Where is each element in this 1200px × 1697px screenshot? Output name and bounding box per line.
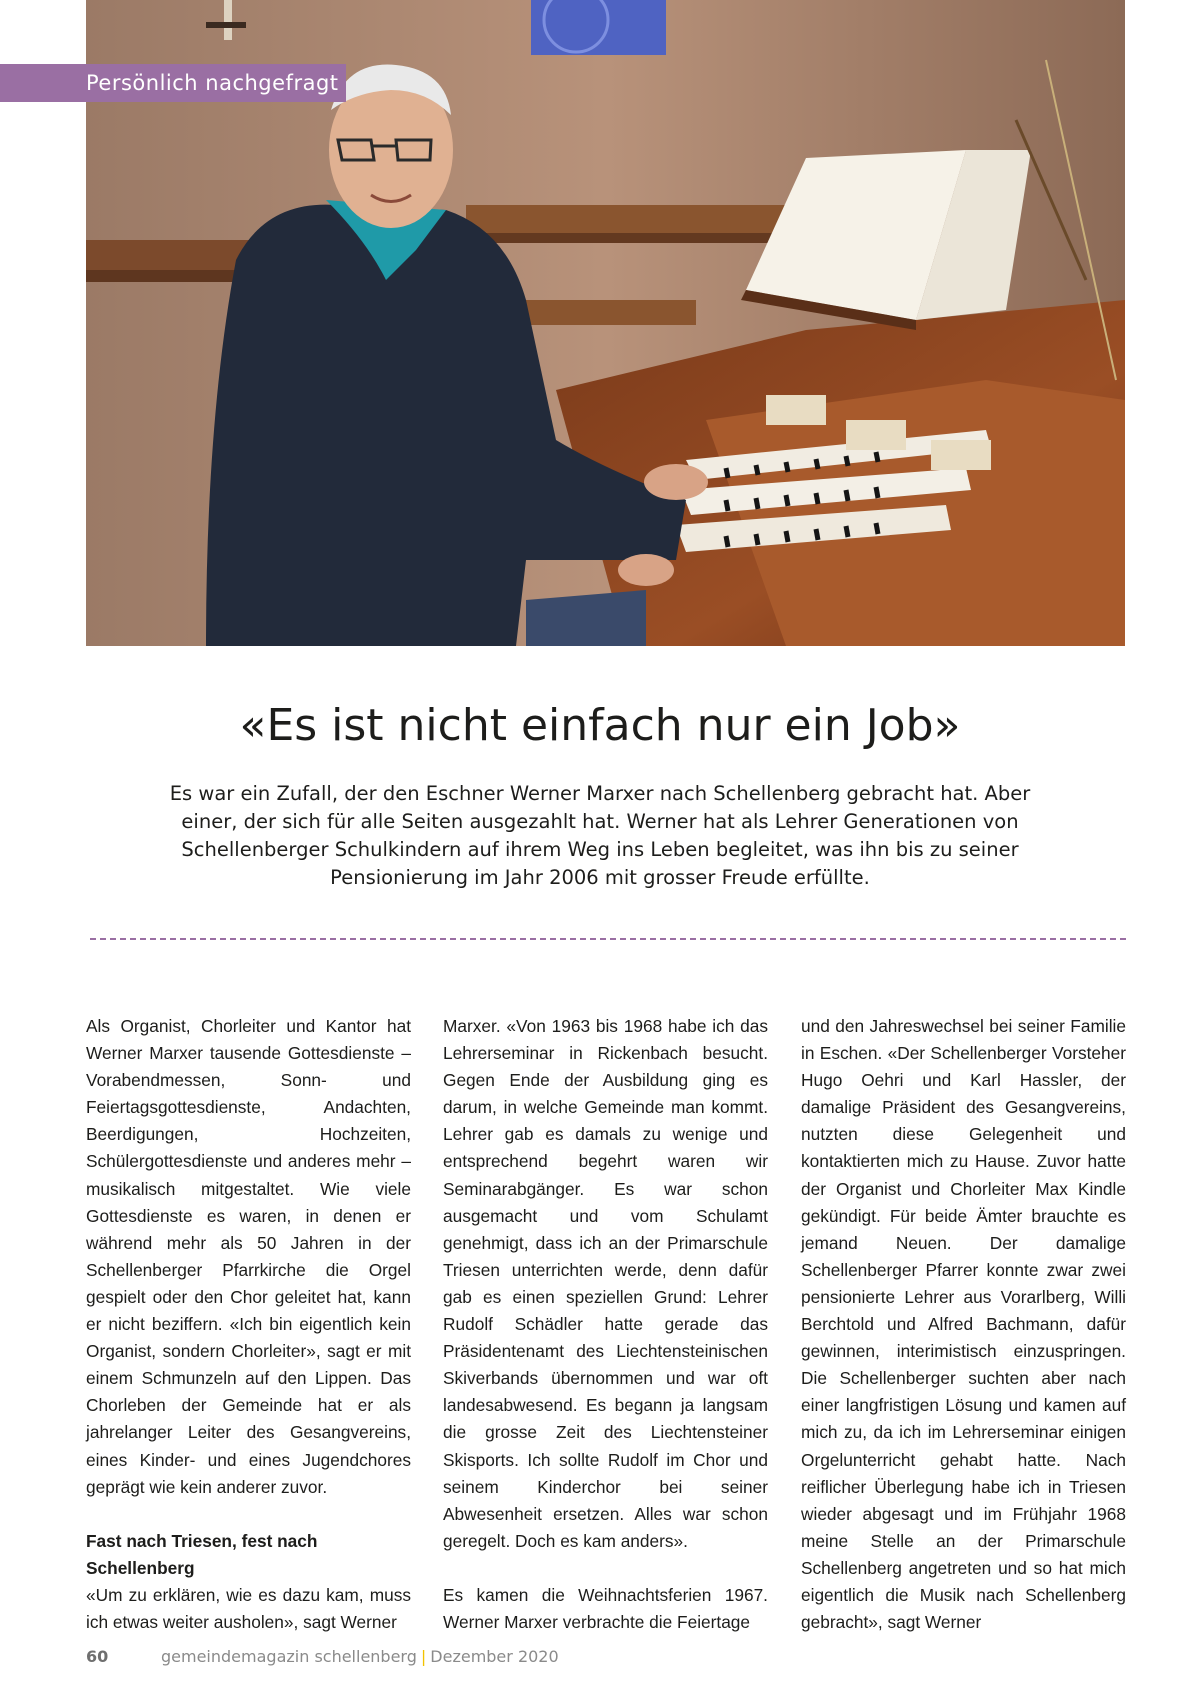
paragraph: und den Jahreswechsel bei seiner Familie in Eschen. «Der Schellenberger Vorsteher Hugo Oehri und Karl Hassler, der damalige Präsident des Gesangvereins, nutzten diese Gelegenheit und kontaktierten mich zu Hause. Zuvor hatte der Organist und Chorleiter Max Kindle gekündigt. Für beide Ämter brauchte es jemand Neuen. Der damalige Schellenberger Pfarrer konnte zwar zwei pensionierte Lehrer aus Vorarlberg, Willi Berchtold und Alfred Bachmann, dafür gewinnen, interimistisch einzuspringen. Die Schellenberger suchten aber nach einer langfristigen Lösung und kamen auf mich zu, da ich im Lehrerseminar einigen Orgelunterricht gehabt hatte. Nach reiflicher Überlegung habe ich in Triesen wieder abgesagt und im Frühjahr 1968 meine Stelle an der Primarschule Schellenberg angetreten und so hat mich eigentlich die Musik nach Schellenberg gebracht», sagt Werner (801, 1016, 1126, 1633)
dashed-divider (90, 938, 1126, 940)
text-column-3 (801, 1013, 1126, 1636)
text-column-1 (86, 1013, 411, 1636)
section-tag: Persönlich nachgefragt (0, 64, 346, 102)
paragraph: «Um zu erklären, wie es dazu kam, muss ich etwas weiter ausholen», sagt Werner (86, 1584, 411, 1632)
article-title: «Es ist nicht einfach nur ein Job» (239, 700, 961, 751)
text-column-2 (443, 1013, 768, 1636)
footer-separator: | (420, 1647, 427, 1666)
paragraph: Es kamen die Weihnachtsferien 1967. Werner Marxer verbrachte die Feiertage (443, 1584, 768, 1632)
page-footer (86, 1647, 559, 1666)
issue-date: Dezember 2020 (430, 1647, 559, 1666)
page-number: 60 (86, 1647, 109, 1666)
subheading: Fast nach Triesen, fest nach Schellenberg (86, 1530, 318, 1578)
magazine-name: gemeindemagazin schellenberg (161, 1647, 417, 1666)
paragraph: Marxer. «Von 1963 bis 1968 habe ich das Lehrerseminar in Rickenbach besucht. Gegen Ende der Ausbildung ging es darum, in welche Gemeinde man kommt. Lehrer gab es damals zu wenige und entsprechend begehrt waren wir Seminarabgänger. Es war schon ausgemacht und vom Schulamt genehmigt, dass ich an der Primarschule Triesen unterrichten werde, denn dafür gab es einen speziellen Grund: Lehrer Rudolf Schädler hatte gerade das Präsidentenamt des Liechtensteinischen Skiverbands übernommen und war oft landesabwesend. Es begann ja langsam die grosse Zeit des Liechtensteiner Skisports. Ich sollte Rudolf im Chor und seinem Kinderchor bei seiner Abwesenheit ersetzen. Alles war schon geregelt. Doch es kam anders». (443, 1016, 768, 1551)
article-lead: Es war ein Zufall, der den Eschner Werner Marxer nach Schellenberg gebracht hat. Aber einer, der sich für alle Seiten ausgezahlt hat. Werner hat als Lehrer Generationen von Schellenberger Schulkindern auf ihrem Weg ins Leben begleitet, was ihn bis zu seiner Pensionierung im Jahr 2006 mit grosser Freude erfüllte. (169, 782, 1031, 889)
paragraph: Als Organist, Chorleiter und Kantor hat Werner Marxer tausende Gottesdienste – Vorabendmessen, Sonn- und Feiertagsgottesdienste, Andachten, Beerdigungen, Hochzeiten, Schülergottesdienste und anderes mehr – musikalisch mitgestaltet. Wie viele Gottesdienste es waren, in denen er während mehr als 50 Jahren in der Schellenberger Pfarrkirche die Orgel gespielt oder den Chor geleitet hat, kann er nicht beziffern. «Ich bin eigentlich kein Organist, sondern Chorleiter», sagt er mit einem Schmunzeln auf den Lippen. Das Chorleben der Gemeinde hat er als jahrelanger Leiter des Gesangvereins, eines Kinder- und eines Jugendchores geprägt wie kein anderer zuvor. (86, 1016, 411, 1497)
